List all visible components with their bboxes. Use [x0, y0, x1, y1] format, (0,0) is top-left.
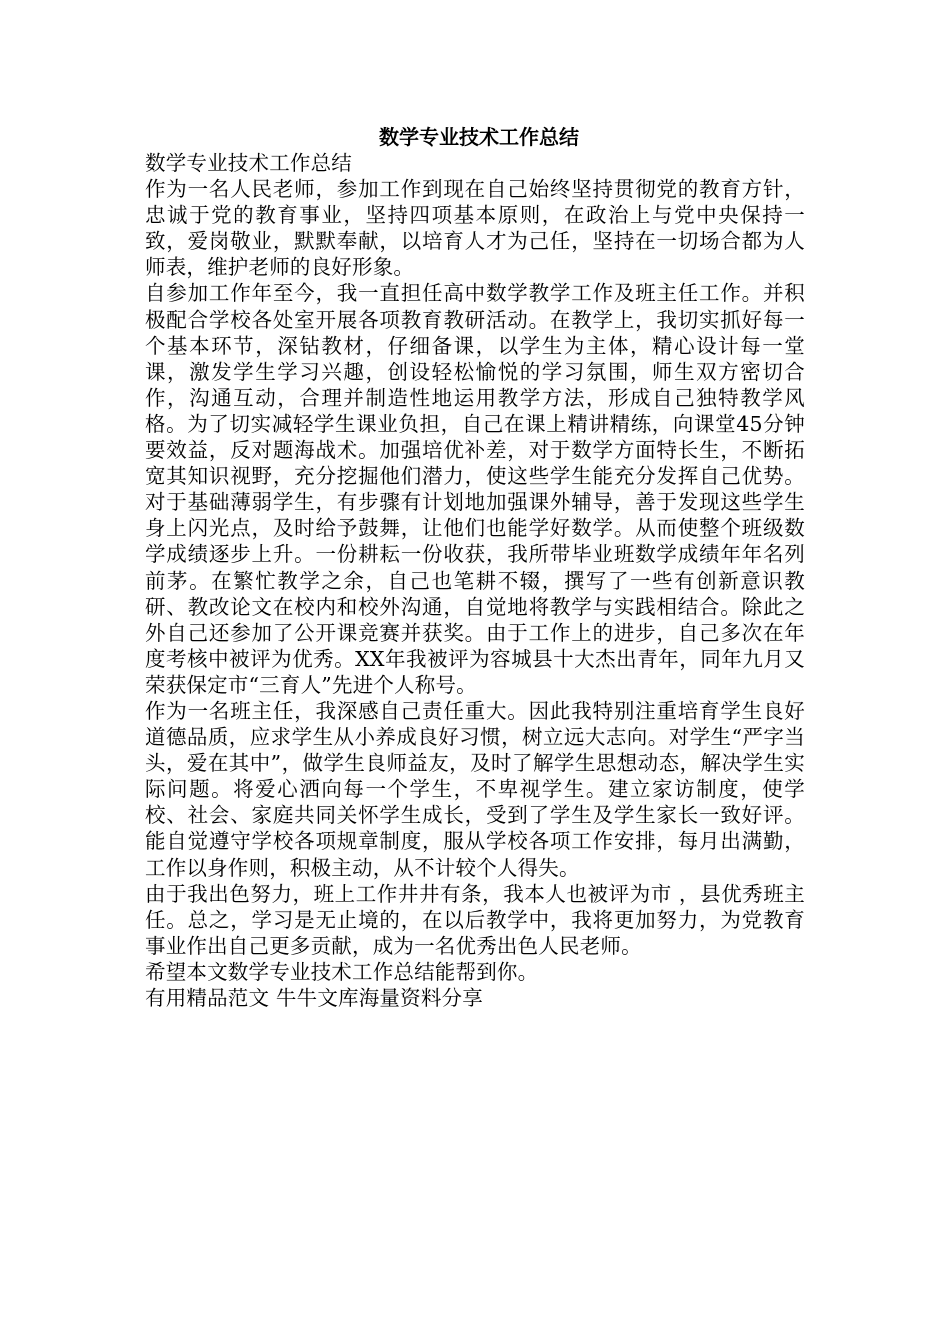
document-title: 数学专业技术工作总结: [379, 125, 579, 149]
body-paragraph-1: 作为一名人民老师，参加工作到现在自己始终坚持贯彻党的教育方针，忠诚于党的教育事业，坚持四项基本原则，在政治上与党中央保持一致，爱岗敬业，默默奉献，以培育人才为己任，坚持在一切场合都为人师表，维护老师的良好形象。: [145, 177, 805, 280]
body-paragraph-4: 由于我出色努力，班上工作井井有条，我本人也被评为市 ，县优秀班主任。总之，学习是无止境的，在以后教学中，我将更加努力，为党教育事业作出自己更多贡献，成为一名优秀出色人民老师。: [145, 881, 805, 958]
footer-note: 有用精品范文 牛牛文库海量资料分享: [145, 986, 483, 1010]
body-paragraph-3: 作为一名班主任，我深感自己责任重大。因此我特别注重培育学生良好道德品质，应求学生从小养成良好习惯，树立远大志向。对学生“严字当头，爱在其中”，做学生良师益友，及时了解学生思想动态，解决学生实际问题。将爱心洒向每一个学生，不卑视学生。建立家访制度，使学校、社会、家庭共同关怀学生成长，受到了学生及学生家长一致好评。能自觉遵守学校各项规章制度，服从学校各项工作安排，每月出满勤，工作以身作则，积极主动，从不计较个人得失。: [145, 698, 805, 880]
closing-paragraph: 希望本文数学专业技术工作总结能帮到你。: [145, 959, 539, 984]
subtitle-paragraph: 数学专业技术工作总结: [145, 151, 352, 175]
document-page: [145, 124, 805, 1011]
body-paragraph-2: 自参加工作年至今，我一直担任高中数学教学工作及班主任工作。并积极配合学校各处室开展各项教育教研活动。在教学上，我切实抓好每一个基本环节，深钻教材，仔细备课，以学生为主体，精心设计每一堂课，激发学生学习兴趣，创设轻松愉悦的学习氛围，师生双方密切合作，沟通互动，合理并制造性地运用教学方法，形成自己独特教学风格。为了切实减轻学生课业负担，自己在课上精讲精练，向课堂45分钟要效益，反对题海战术。加强培优补差，对于数学方面特长生，不断拓宽其知识视野，充分挖掘他们潜力，使这些学生能充分发挥自己优势。对于基础薄弱学生，有步骤有计划地加强课外辅导，善于发现这些学生身上闪光点，及时给予鼓舞，让他们也能学好数学。从而使整个班级数学成绩逐步上升。一份耕耘一份收获，我所带毕业班数学成绩年年名列前茅。在繁忙教学之余，自己也笔耕不辍，撰写了一些有创新意识教研、教改论文在校内和校外沟通，自觉地将教学与实践相结合。除此之外自己还参加了公开课竞赛并获奖。由于工作上的进步，自己多次在年度考核中被评为优秀。XX年我被评为容城县十大杰出青年，同年九月又荣获保定市“三育人”先进个人称号。: [145, 281, 805, 697]
